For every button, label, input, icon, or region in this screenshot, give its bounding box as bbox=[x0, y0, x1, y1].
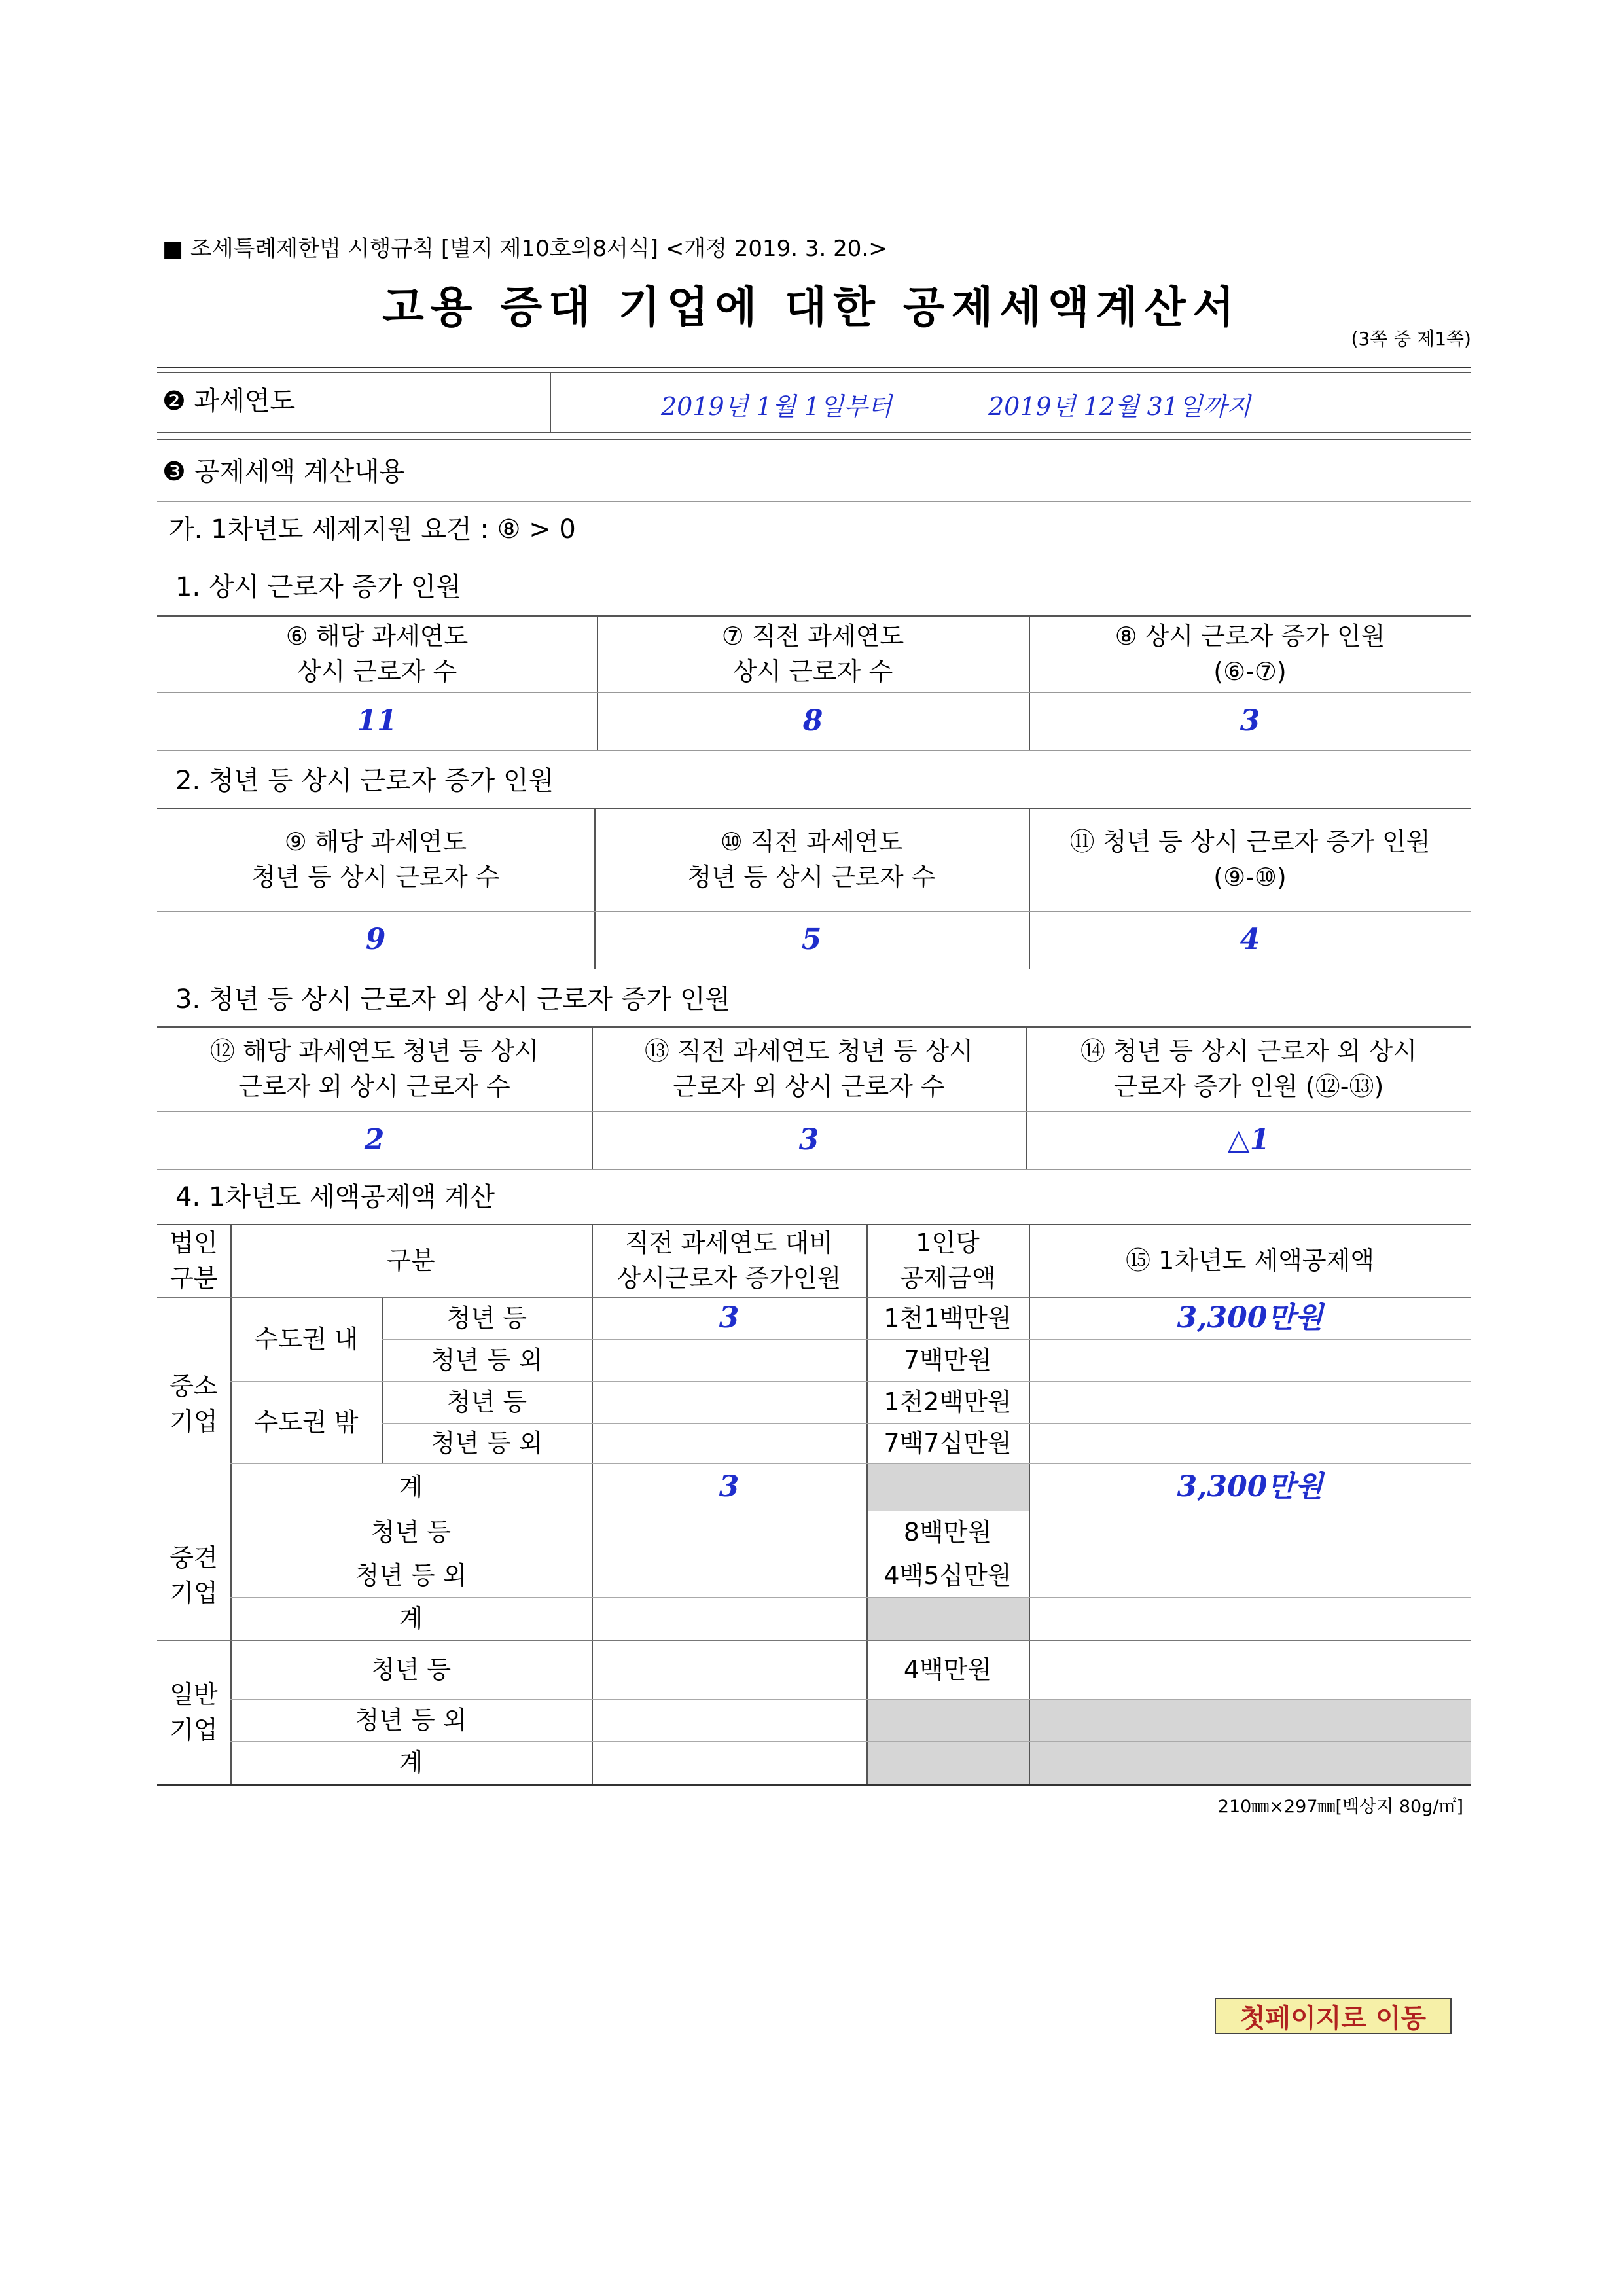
s4-metro-out: 수도권 밖 bbox=[254, 1408, 359, 1437]
s3-value-prior: 3 bbox=[798, 1123, 819, 1157]
s4-gen-total-label: 계 bbox=[399, 1748, 423, 1777]
s3-header-increase: ⑭ 청년 등 상시 근로자 외 상시 근로자 증가 인원 (⑫-⑬) bbox=[1080, 1037, 1418, 1101]
s1-value-prior: 8 bbox=[802, 704, 823, 738]
s4-sme-total-increase: 3 bbox=[719, 1470, 740, 1503]
s2-header-increase: ⑪ 청년 등 상시 근로자 증가 인원 (⑨-⑩) bbox=[1069, 827, 1431, 891]
s2-title: 2. 청년 등 상시 근로자 증가 인원 bbox=[175, 766, 554, 796]
s4-gen-label: 일반 기업 bbox=[169, 1680, 218, 1744]
s3-header-current: ⑫ 해당 과세연도 청년 등 상시 근로자 외 상시 근로자 수 bbox=[209, 1037, 539, 1101]
s1-header-prior: ⑦ 직전 과세연도 상시 근로자 수 bbox=[721, 622, 904, 686]
page-title: 고용 증대 기업에 대한 공제세액계산서 bbox=[382, 282, 1241, 332]
s1-value-current: 11 bbox=[357, 704, 397, 738]
s2-header-prior: ⑩ 직전 과세연도 청년 등 상시 근로자 수 bbox=[687, 827, 936, 891]
s4-credit-sme-in-youth: 3,300만원 bbox=[1177, 1301, 1323, 1335]
s4-col-amount: 1인당 공제금액 bbox=[899, 1229, 996, 1293]
s3-value-increase: △1 bbox=[1227, 1123, 1270, 1157]
section3-title: ❸ 공제세액 계산내용 bbox=[162, 457, 405, 487]
s4-col-increase: 직전 과세연도 대비 상시근로자 증가인원 bbox=[616, 1229, 842, 1293]
s3-title: 3. 청년 등 상시 근로자 외 상시 근로자 증가 인원 bbox=[175, 984, 731, 1014]
s3-header-prior: ⑬ 직전 과세연도 청년 등 상시 근로자 외 상시 근로자 수 bbox=[644, 1037, 974, 1101]
s3-value-current: 2 bbox=[364, 1123, 385, 1157]
s4-sme-out-non-youth: 청년 등 외 bbox=[431, 1429, 543, 1458]
s1-header-current: ⑥ 해당 과세연도 상시 근로자 수 bbox=[285, 622, 469, 686]
s4-amt-gen-youth: 4백만원 bbox=[903, 1655, 992, 1684]
s1-value-increase: 3 bbox=[1240, 704, 1260, 738]
s4-amt-sme-in-youth: 1천1백만원 bbox=[883, 1304, 1012, 1333]
requirement-text: 가. 1차년도 세제지원 요건 : ⑧ > 0 bbox=[169, 514, 576, 545]
s4-col-corp: 법인 구분 bbox=[169, 1229, 218, 1293]
go-first-page-button[interactable]: 첫페이지로 이동 bbox=[1215, 1998, 1452, 2034]
s4-sme-in-youth-increase: 3 bbox=[719, 1301, 740, 1335]
s4-col-division: 구분 bbox=[387, 1246, 435, 1275]
s4-sme-label: 중소 기업 bbox=[169, 1372, 218, 1436]
s4-col-credit: ⑮ 1차년도 세액공제액 bbox=[1126, 1246, 1374, 1275]
form-header-note: ■ 조세특례제한법 시행규칙 [별지 제10호의8서식] <개정 2019. 3. 20.> bbox=[162, 236, 887, 262]
s4-sme-in-non-youth: 청년 등 외 bbox=[431, 1346, 543, 1374]
s1-title: 1. 상시 근로자 증가 인원 bbox=[175, 572, 461, 602]
paper-spec: 210㎜×297㎜[백상지 80g/㎡] bbox=[1217, 1797, 1463, 1817]
s4-mid-label: 중견 기업 bbox=[169, 1543, 218, 1607]
s4-metro-in: 수도권 내 bbox=[254, 1325, 359, 1354]
s4-amt-mid-non: 4백5십만원 bbox=[883, 1561, 1012, 1590]
s4-sme-total-label: 계 bbox=[399, 1473, 423, 1501]
s2-header-current: ⑨ 해당 과세연도 청년 등 상시 근로자 수 bbox=[251, 827, 500, 891]
tax-year-to: 2019년 12월 31일까지 bbox=[988, 392, 1251, 421]
page-number: (3쪽 중 제1쪽) bbox=[1351, 328, 1471, 350]
tax-year-from: 2019년 1월 1일부터 bbox=[661, 392, 892, 421]
s2-value-increase: 4 bbox=[1240, 923, 1260, 956]
s4-sme-out-youth: 청년 등 bbox=[446, 1388, 527, 1416]
s4-mid-youth: 청년 등 bbox=[370, 1518, 452, 1547]
s4-credit-sme-total: 3,300만원 bbox=[1177, 1470, 1323, 1503]
s2-value-prior: 5 bbox=[801, 923, 822, 956]
s4-amt-mid-youth: 8백만원 bbox=[903, 1518, 992, 1547]
s4-amt-sme-out-non: 7백7십만원 bbox=[883, 1429, 1012, 1458]
s4-title: 4. 1차년도 세액공제액 계산 bbox=[175, 1182, 495, 1212]
s4-sme-in-youth: 청년 등 bbox=[446, 1304, 527, 1333]
s1-header-increase: ⑧ 상시 근로자 증가 인원 (⑥-⑦) bbox=[1115, 622, 1385, 686]
s4-amt-sme-in-non: 7백만원 bbox=[903, 1346, 992, 1374]
s4-gen-non-youth: 청년 등 외 bbox=[355, 1706, 467, 1734]
tax-year-label: ❷ 과세연도 bbox=[162, 386, 296, 416]
s4-gen-youth: 청년 등 bbox=[370, 1655, 452, 1684]
s4-mid-non-youth: 청년 등 외 bbox=[355, 1561, 467, 1590]
s2-value-current: 9 bbox=[365, 923, 386, 956]
s4-mid-total-label: 계 bbox=[399, 1604, 423, 1633]
s4-amt-sme-out-youth: 1천2백만원 bbox=[883, 1388, 1012, 1416]
